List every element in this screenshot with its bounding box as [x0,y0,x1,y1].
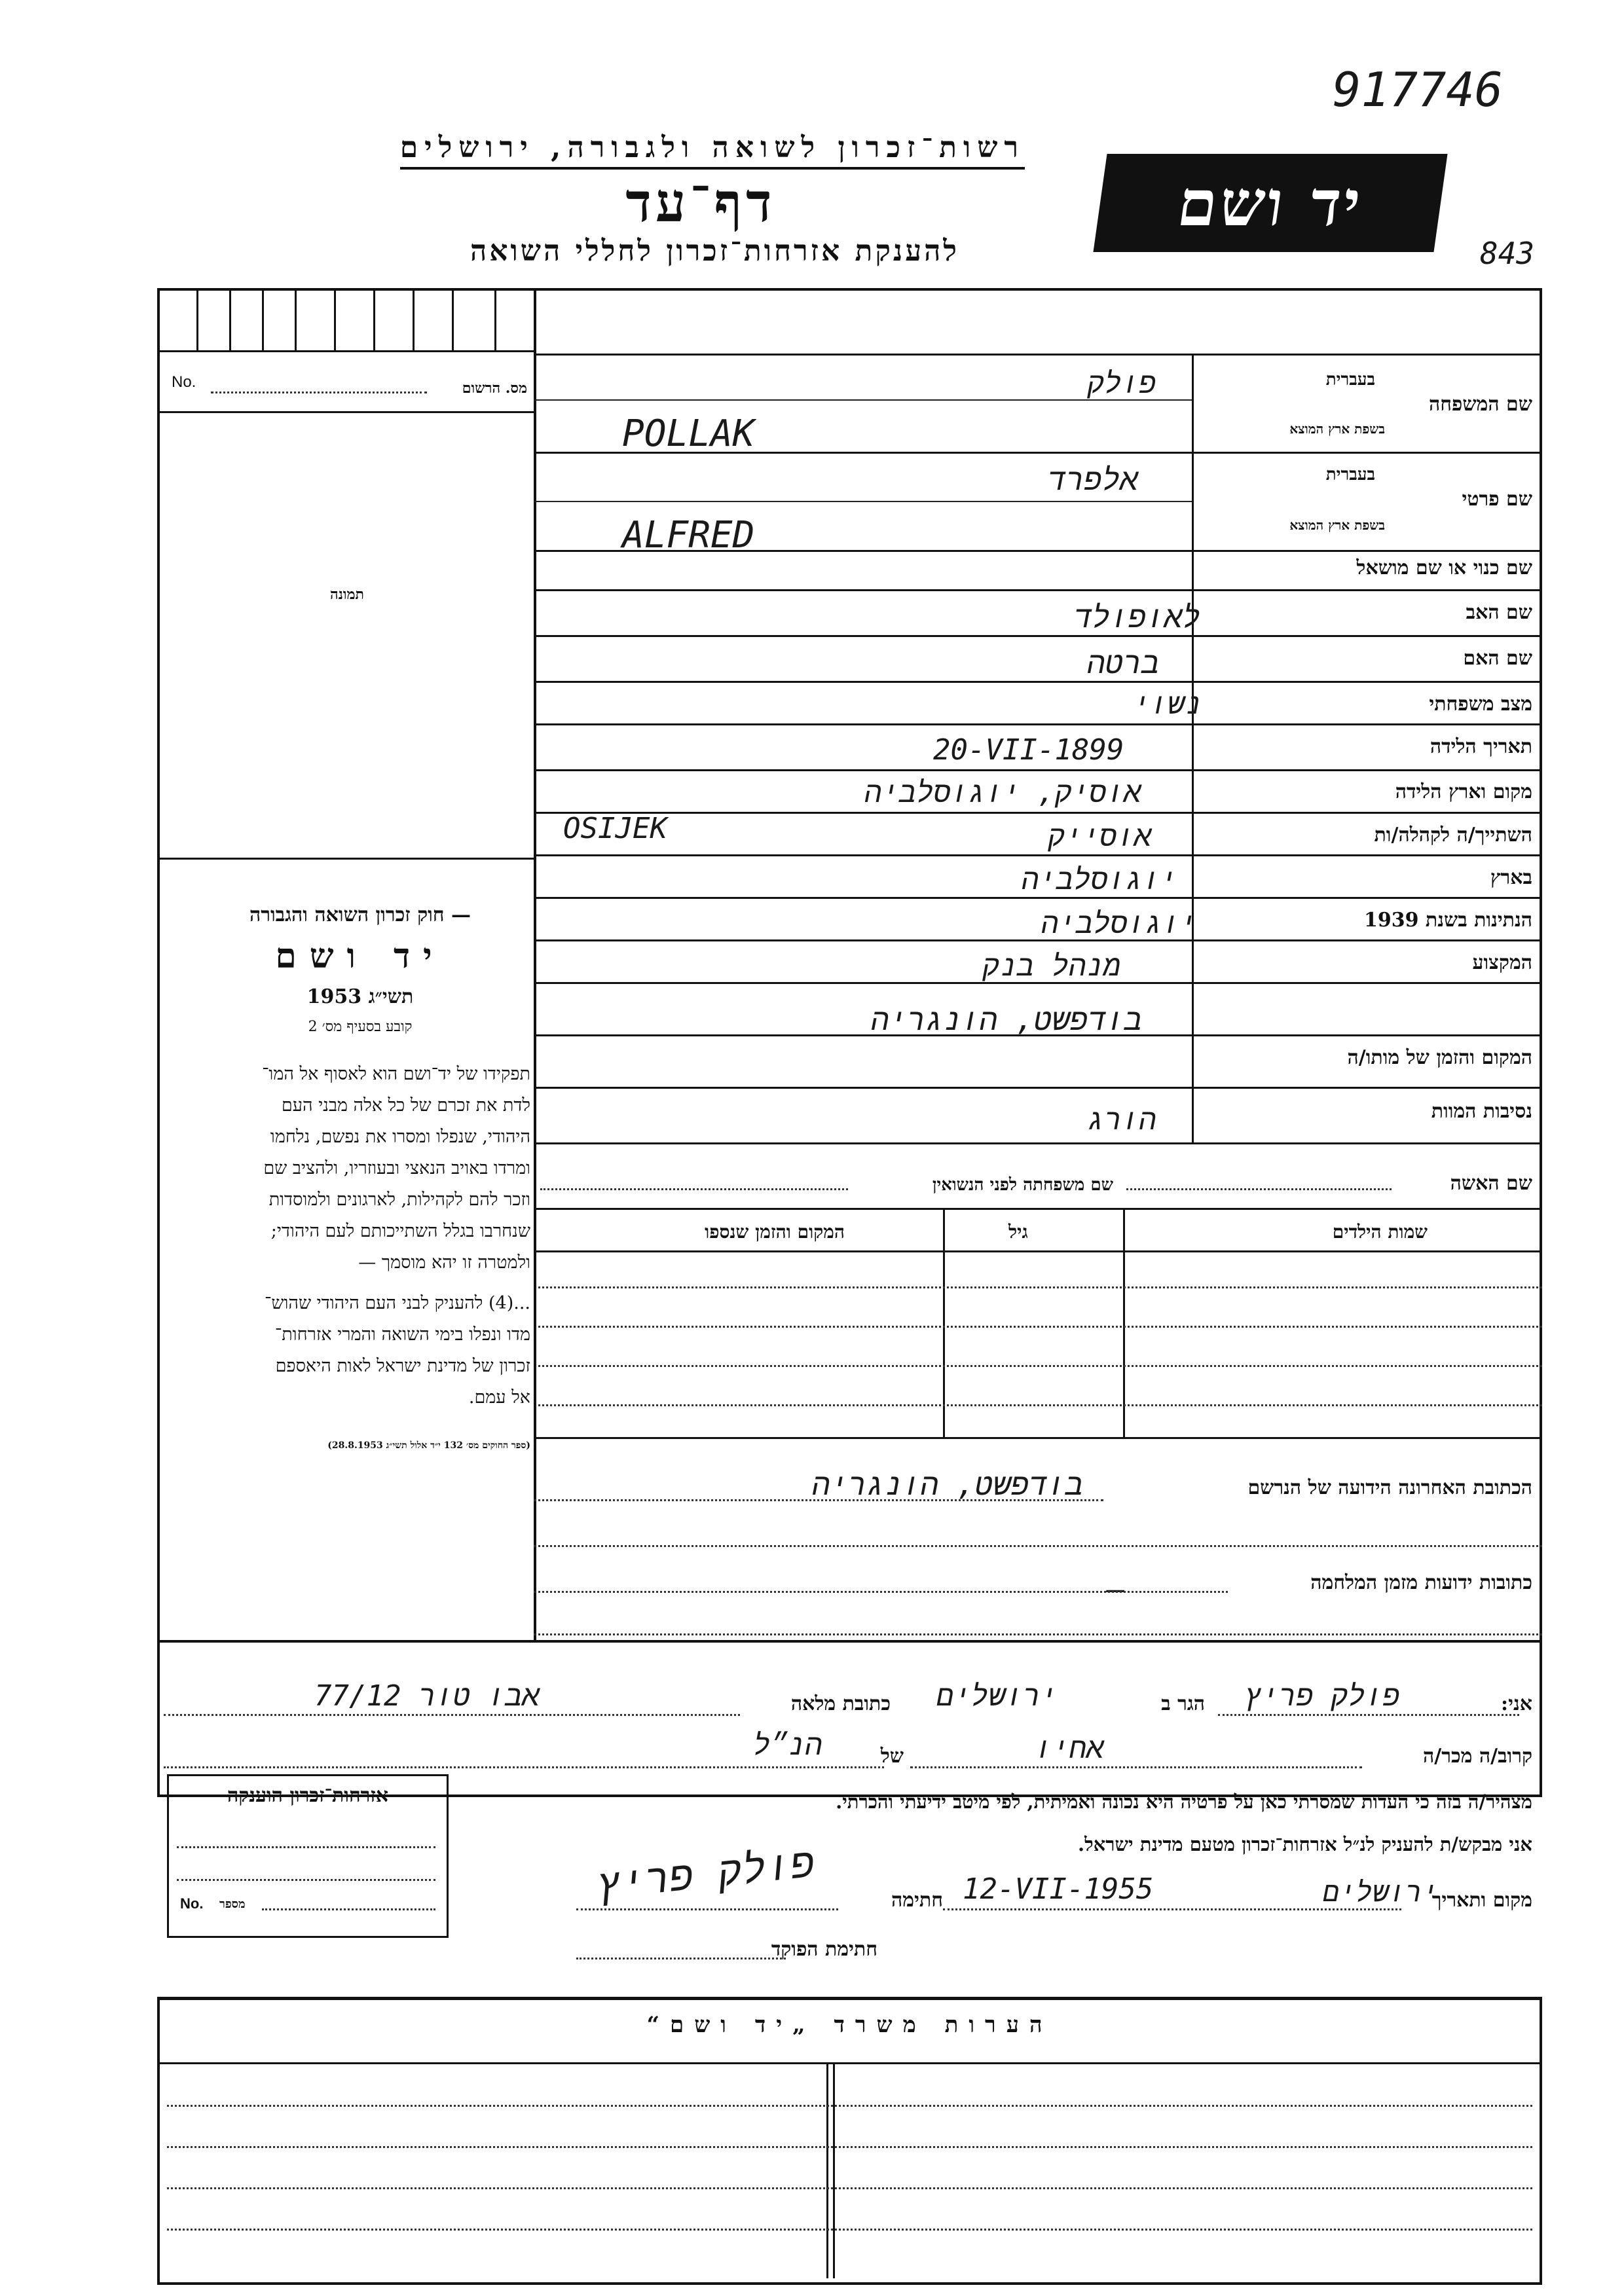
office-notes-title: הערות משרד „יד ושם“ [646,2012,1053,2038]
signature-value[interactable]: פולק פריץ [593,1838,817,1909]
date-value[interactable]: 12-VII-1955 [963,1872,1154,1906]
profession-value[interactable]: מנהל בנק [982,949,1121,983]
declaration-text: מצהיר/ה בזה כי העדות שמסרתי כאן על פרטיה היא נכונה ואמיתית, לפי מיטב ידיעתי והכרתי. [836,1791,1532,1813]
signature-dots [576,1908,838,1910]
first-name-native[interactable]: ALFRED [622,514,755,556]
grid-line [494,288,496,350]
citizenship-value[interactable]: יוגוסלביה [1041,907,1197,940]
authority-title: רשות־זכרון לשואה ולגבורה, ירושלים [400,131,1025,170]
declarant-dots [164,1714,740,1716]
nickname-label: שם כנוי או שם מושאל [1356,556,1532,579]
declarant-lives-value[interactable]: ירושלים [936,1679,1058,1713]
row-line [534,769,1542,771]
children-header-names: שמות הילדים [1332,1221,1428,1243]
relation-dots [164,1766,884,1768]
address-section-bottom [157,1640,1542,1643]
place-date-label: מקום ותאריך [1431,1889,1532,1912]
first-native-sublabel: בשפת ארץ המוצא [1289,517,1385,533]
declarant-i-value[interactable]: פולק פריץ [1244,1679,1400,1713]
birth-place-label: מקום וארץ הלידה [1395,780,1532,803]
spouse-maiden-dots [540,1188,848,1190]
of-value[interactable]: הנ״ל [753,1728,822,1762]
father-label: שם האב [1466,601,1532,624]
law-line: תפקידו של יד־ושם הוא לאסוף אל המו־ [262,1064,530,1084]
officer-label: חתימת הפוקד [771,1938,877,1961]
law-line: ומרדו באויב הנאצי ובעוזריו, ולהציב שם [263,1158,530,1178]
citizenship-label: הנתינות בשנת 1939 [1363,909,1532,932]
citizenship-box-line [177,1846,435,1848]
war-address-label: כתובות ידועות מזמן המלחמה [1310,1571,1532,1594]
last-address-value[interactable]: בודפשט, הונגריה [812,1467,1084,1502]
archive-number: 917746 [1333,62,1504,117]
birth-date-label: תאריך הלידה [1430,735,1532,758]
address-line [534,1633,1542,1635]
left-lower-divider [534,1142,536,1640]
community-value[interactable]: אוסייק [1048,820,1152,853]
logo-text: יד ושם [1173,166,1368,240]
spouse-row-bottom [534,1208,1542,1210]
row-line [534,589,1542,591]
community-label: השתייך/ה לקהלה/ות [1374,824,1532,847]
citizenship-number-label: מספר [219,1897,246,1911]
profession-label: המקצוע [1472,951,1532,974]
row-line [534,812,1542,814]
children-col-divider [1123,1208,1125,1437]
birth-place-native[interactable]: OSIJEK [563,812,667,845]
country-label: בארץ [1490,866,1532,889]
grid-line [373,288,375,350]
top-boxes-bottom [157,350,534,352]
registry-dots [211,392,427,393]
request-text: אני מבקש/ת להעניק לנ״ל אזרחות־זכרון מטעם מדינת ישראל. [1078,1833,1532,1855]
law-line: אל עמם. [468,1387,530,1408]
grid-line [229,288,231,350]
marital-value[interactable]: נשוי [1133,687,1202,721]
children-row [534,1365,1542,1367]
officer-dots [576,1958,786,1959]
death-circumstances-value[interactable]: הורג [1087,1103,1156,1137]
of-label: של [880,1745,904,1768]
spouse-dots [1126,1188,1392,1190]
children-header-age: גיל [1008,1221,1028,1243]
family-native-sublabel: בשפת ארץ המוצא [1289,421,1385,437]
relation-value[interactable]: אחיו [1035,1732,1104,1765]
address-line [534,1499,1103,1501]
death-place-label: המקום והזמן של מותו/ה [1347,1046,1532,1069]
row-line [534,1087,1542,1089]
law-line: ולמטרה זו יהא מוסמך — [358,1252,530,1273]
row-line [534,635,1542,637]
address-line [534,1545,1542,1547]
first-name-hebrew[interactable]: אלפרד [1048,462,1139,497]
family-name-label: שם המשפחה [1428,393,1532,416]
children-row [534,1286,1542,1288]
last-address-label: הכתובת האחרונה הידועה של הנרשם [1247,1476,1532,1499]
page-number: 843 [1480,236,1535,271]
relation-label: קרוב/ה מכר/ה [1423,1745,1532,1768]
birth-date-value[interactable]: 20-VII-1899 [933,733,1124,767]
law-title: — חוק זכרון השואה והגבורה [249,903,471,926]
spouse-label: שם האשה [1450,1172,1532,1195]
declarant-address-label: כתובת מלאה [790,1692,891,1715]
photo-area-bottom [157,858,534,860]
citizenship-granted-title: אזרחות־זכרון הוענקה [227,1784,389,1807]
declarant-address-value[interactable]: אבו טור 77/12 [314,1679,540,1713]
registry-row-bottom [157,411,534,413]
children-table-bottom [534,1437,1542,1439]
first-hebrew-sublabel: בעברית [1325,465,1375,484]
law-clause: קובע בסעיף מס׳ 2 [308,1019,413,1035]
law-footnote: (ספר החוקים מס׳ 132 י״ד אלול תשי״ג 28.8.1953) [327,1440,530,1451]
declarant-i-label: אני: [1501,1692,1532,1715]
grid-line [452,288,454,350]
law-line: לדת את זכרם של כל אלה מבני העם [281,1095,530,1116]
children-header-place: המקום והזמן שנספו [705,1221,845,1243]
label-column-divider [1192,354,1194,1142]
first-name-label: שם פרטי [1462,488,1532,511]
law-line: מדו ונפלו בימי השואה והמרי אזרחות־ [274,1324,530,1345]
photo-label: תמונה [330,586,364,603]
father-value[interactable]: לאופולד [1074,599,1201,634]
children-row [534,1326,1542,1328]
relation-dots [910,1766,1362,1768]
row-line [534,681,1542,683]
form-subtitle: להענקת אזרחות־זכרון לחללי השואה [470,234,959,268]
place-value[interactable]: ירושלים [1323,1876,1439,1908]
marital-label: מצב משפחתי [1429,693,1532,716]
grid-line [413,288,415,350]
spouse-maiden-label: שם משפחתה לפני הנשואין [932,1175,1113,1195]
row-line [534,939,1542,941]
citizenship-box-line [177,1879,435,1881]
registry-label: מס. הרשום [462,380,527,397]
children-header-bottom [534,1250,1542,1252]
death-circumstances-label: נסיבות המוות [1431,1100,1532,1123]
family-name-native[interactable]: POLLAK [622,412,755,455]
family-hebrew-sublabel: בעברית [1325,370,1375,390]
family-name-hebrew[interactable]: פולק [1087,367,1156,400]
grid-line [196,288,198,350]
law-line: היהודי, שנפלו ומסרו את נפשם, נלחמו [270,1127,530,1147]
row-line [534,723,1542,725]
place-date-dots [943,1908,1401,1910]
signature-label: חתימה [891,1889,943,1912]
children-row [534,1404,1542,1406]
address-line [534,1591,1228,1593]
law-line: וזכר להם לקהילות, לארגונים ולמוסדות [268,1190,530,1210]
grid-line [262,288,264,350]
registry-no-label: No. [172,373,196,391]
declarant-dots [1218,1714,1519,1716]
declarant-lives-label: הגר ב [1161,1692,1205,1715]
children-col-divider [943,1208,945,1437]
law-line: זכרון של מדינת ישראל לאות היאספם [275,1356,530,1376]
citizenship-box-line [262,1908,435,1910]
law-line: שנחרבו בגלל השתייכותם לעם היהודי; [270,1221,530,1241]
law-line: ...(4) להעניק לבני העם היהודי שהוש־ [265,1293,530,1313]
office-notes-frame [157,1997,1542,2285]
grid-line [295,288,297,350]
mother-value[interactable]: ברטה [1087,645,1160,680]
death-place-value[interactable]: בודפשט, הונגריה [871,1002,1143,1037]
header-row-bottom [534,354,1542,355]
yad-vashem-logo [1093,154,1447,252]
row-line [534,1142,1542,1144]
birth-place-value[interactable]: אוסיק, יוגוסלביה [864,776,1141,809]
war-address-value[interactable]: — [1107,1571,1125,1607]
law-year: תשי״ג 1953 [306,985,414,1008]
row-line [534,501,1192,502]
row-line [534,854,1542,856]
form-title: דף־עד [625,172,776,234]
country-value[interactable]: יוגוסלביה [1022,863,1177,896]
citizenship-no-label: No. [180,1895,204,1912]
left-column-divider [534,288,536,1152]
mother-label: שם האם [1463,647,1532,670]
grid-line [334,288,336,350]
law-name: יד ושם [275,936,445,976]
